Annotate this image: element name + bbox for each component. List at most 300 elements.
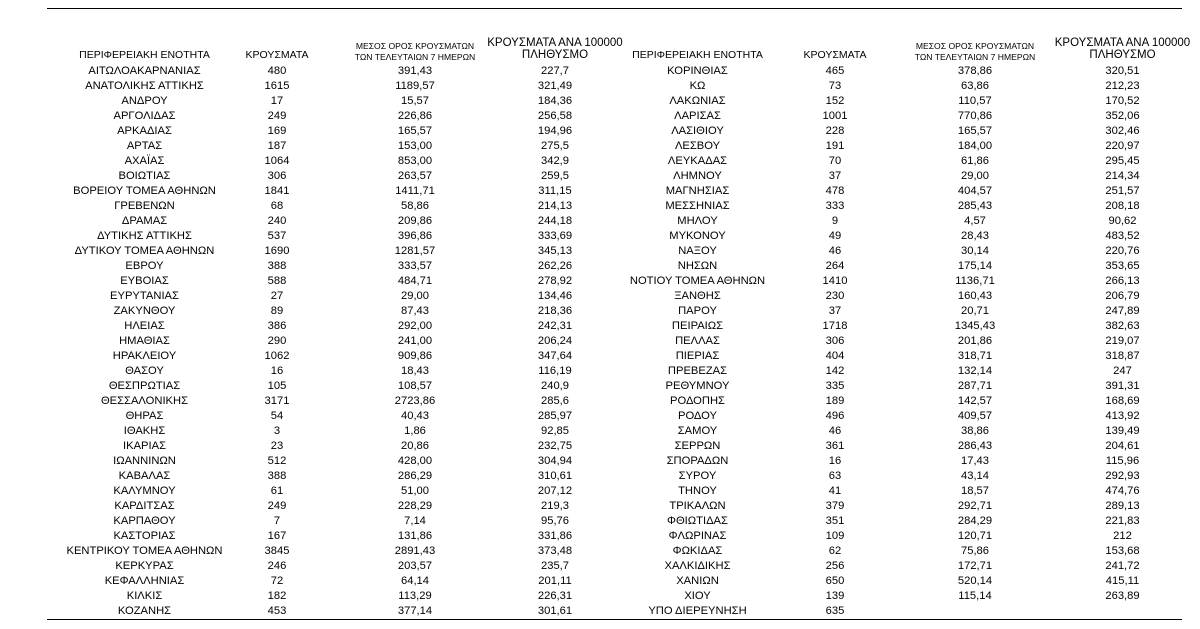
table-row — [0, 379, 1200, 394]
region-name: ΝΗΣΩΝ — [677, 260, 718, 272]
avg7-value: 1411,71 — [395, 185, 435, 197]
cases-value: 72 — [270, 575, 284, 587]
per100k-value: 342,9 — [541, 155, 569, 167]
per100k-value: 415,11 — [1105, 575, 1140, 587]
per100k-value: 333,69 — [537, 230, 573, 242]
cases-value: 68 — [270, 200, 284, 212]
per100k-value: 352,06 — [1105, 110, 1140, 122]
cases-value: 537 — [267, 230, 287, 242]
per100k-value: 92,85 — [541, 425, 569, 437]
cases-value: 1062 — [264, 350, 290, 362]
table-row — [0, 109, 1200, 124]
per100k-value: 347,64 — [537, 350, 573, 362]
region-name: ΝΑΞΟΥ — [678, 245, 717, 257]
avg7-value: 113,29 — [398, 590, 432, 602]
region-name: ΠΕΙΡΑΙΩΣ — [671, 320, 724, 332]
per100k-value: 483,52 — [1105, 230, 1140, 242]
cases-value: 388 — [267, 470, 287, 482]
region-name: ΜΥΚΟΝΟΥ — [669, 230, 726, 242]
per100k-value: 302,46 — [1105, 125, 1140, 137]
per100k-value: 219,3 — [541, 500, 569, 512]
table-row — [0, 199, 1200, 214]
avg7-value: 132,14 — [957, 365, 993, 377]
avg7-value: 63,86 — [961, 80, 989, 92]
avg7-value: 520,14 — [957, 575, 993, 587]
header-region-left: ΠΕΡΙΦΕΡΕΙΑΚΗ ΕΝΟΤΗΤΑ — [79, 49, 210, 61]
table-row — [0, 184, 1200, 199]
avg7-value: 184,00 — [957, 140, 993, 152]
cases-value: 361 — [825, 440, 845, 452]
cases-value: 189 — [825, 395, 845, 407]
region-name: ΛΕΥΚΑΔΑΣ — [667, 155, 728, 167]
per100k-value: 194,96 — [537, 125, 573, 137]
cases-value: 167 — [267, 530, 287, 542]
avg7-value: 1189,57 — [395, 80, 435, 92]
region-name: ΚΕΦΑΛΛΗΝΙΑΣ — [104, 575, 185, 587]
region-name: ΘΗΡΑΣ — [125, 410, 164, 422]
avg7-value: 87,43 — [401, 305, 429, 317]
per100k-value: 241,72 — [1105, 560, 1140, 572]
avg7-value: 115,14 — [958, 590, 992, 602]
header-per100k-line2: ΠΛΗΘΥΣΜΟ — [1089, 49, 1156, 61]
cases-value: 379 — [825, 500, 845, 512]
per100k-value: 214,13 — [537, 200, 573, 212]
region-name: ΤΡΙΚΑΛΩΝ — [669, 500, 726, 512]
per100k-value: 301,61 — [537, 605, 573, 617]
avg7-value: 396,86 — [397, 230, 433, 242]
table-row — [0, 364, 1200, 379]
region-name: ΑΡΤΑΣ — [126, 140, 163, 152]
region-name: ΗΡΑΚΛΕΙΟΥ — [112, 350, 177, 362]
cases-value: 187 — [267, 140, 287, 152]
per100k-value: 285,6 — [541, 395, 569, 407]
region-name: ΔΥΤΙΚΗΣ ΑΤΤΙΚΗΣ — [97, 230, 192, 242]
table-row — [0, 409, 1200, 424]
avg7-value: 43,14 — [961, 470, 989, 482]
avg7-value: 263,57 — [397, 170, 433, 182]
per100k-value: 212 — [1113, 530, 1132, 542]
cases-value: 588 — [267, 275, 287, 287]
cases-value: 49 — [828, 230, 842, 242]
avg7-value: 18,43 — [401, 365, 429, 377]
cases-value: 46 — [828, 245, 842, 257]
cases-value: 63 — [828, 470, 842, 482]
table-row — [0, 514, 1200, 529]
avg7-value: 285,43 — [957, 200, 993, 212]
per100k-value: 292,93 — [1105, 470, 1140, 482]
region-name: ΚΑΣΤΟΡΙΑΣ — [113, 530, 176, 542]
avg7-value: 38,86 — [961, 425, 989, 437]
cases-value: 386 — [267, 320, 287, 332]
cases-value: 7 — [273, 515, 281, 527]
cases-value: 1615 — [264, 80, 290, 92]
avg7-value: 1345,43 — [954, 320, 996, 332]
per100k-value: 170,52 — [1105, 95, 1140, 107]
per100k-value: 263,89 — [1105, 590, 1140, 602]
region-name: ΑΝΑΤΟΛΙΚΗΣ ΑΤΤΙΚΗΣ — [85, 80, 204, 92]
cases-value: 256 — [825, 560, 845, 572]
per100k-value: 311,15 — [538, 185, 572, 197]
avg7-value: 2891,43 — [394, 545, 436, 557]
cases-value: 62 — [828, 545, 842, 557]
cases-value: 333 — [825, 200, 845, 212]
cases-value: 465 — [825, 65, 845, 77]
per100k-value: 474,76 — [1105, 485, 1140, 497]
region-name: ΖΑΚΥΝΘΟΥ — [113, 305, 176, 317]
cases-value: 191 — [825, 140, 845, 152]
avg7-value: 40,43 — [401, 410, 429, 422]
region-name: ΛΑΚΩΝΙΑΣ — [669, 95, 726, 107]
avg7-value: 153,00 — [397, 140, 433, 152]
header-per100k-right — [1035, 37, 1200, 61]
avg7-value: 7,14 — [404, 515, 426, 527]
per100k-value: 240,9 — [541, 380, 569, 392]
avg7-value: 853,00 — [397, 155, 433, 167]
cases-value: 249 — [267, 110, 287, 122]
per100k-value: 285,97 — [537, 410, 573, 422]
region-name: ΠΕΛΛΑΣ — [675, 335, 720, 347]
cases-value: 306 — [267, 170, 287, 182]
region-name: ΤΗΝΟΥ — [678, 485, 717, 497]
table-row — [0, 79, 1200, 94]
avg7-value: 30,14 — [961, 245, 989, 257]
table-row — [0, 304, 1200, 319]
per100k-value: 247,89 — [1105, 305, 1140, 317]
cases-value: 182 — [267, 590, 287, 602]
region-name: ΛΑΡΙΣΑΣ — [674, 110, 721, 122]
table-row — [0, 229, 1200, 244]
region-name: ΔΥΤΙΚΟΥ ΤΟΜΕΑ ΑΘΗΝΩΝ — [74, 245, 215, 257]
region-name: ΙΩΑΝΝΙΝΩΝ — [113, 455, 176, 467]
region-name: ΘΑΣΟΥ — [125, 365, 164, 377]
avg7-value: 1,86 — [404, 425, 426, 437]
avg7-value: 284,29 — [957, 515, 993, 527]
cases-value: 3171 — [264, 395, 290, 407]
region-name: ΥΠΟ ΔΙΕΡΕΥΝΗΣΗ — [648, 605, 747, 617]
per100k-value: 295,45 — [1105, 155, 1140, 167]
per100k-value: 275,5 — [541, 140, 569, 152]
avg7-value: 142,57 — [957, 395, 993, 407]
per100k-value: 278,92 — [537, 275, 573, 287]
cases-value: 249 — [267, 500, 287, 512]
avg7-value: 165,57 — [957, 125, 993, 137]
table-row — [0, 559, 1200, 574]
avg7-value: 484,71 — [397, 275, 433, 287]
avg7-value: 175,14 — [957, 260, 993, 272]
cases-value: 17 — [270, 95, 284, 107]
avg7-value: 108,57 — [397, 380, 433, 392]
per100k-value: 227,7 — [541, 65, 569, 77]
header-per100k-line1: ΚΡΟΥΣΜΑΤΑ ΑΝΑ 100000 — [487, 37, 623, 49]
table-row — [0, 589, 1200, 604]
header-per100k-line2: ΠΛΗΘΥΣΜΟ — [521, 49, 589, 61]
cases-value: 61 — [270, 485, 284, 497]
per100k-value: 331,86 — [537, 530, 573, 542]
cases-value: 41 — [828, 485, 842, 497]
cases-value: 3 — [273, 425, 281, 437]
region-name: ΑΡΓΟΛΙΔΑΣ — [113, 110, 176, 122]
region-name: ΧΑΛΚΙΔΙΚΗΣ — [664, 560, 731, 572]
per100k-value: 413,92 — [1105, 410, 1140, 422]
top-rule — [47, 8, 1182, 9]
table-row — [0, 469, 1200, 484]
avg7-value: 287,71 — [957, 380, 993, 392]
region-name: ΘΕΣΠΡΩΤΙΑΣ — [108, 380, 181, 392]
region-name: ΣΑΜΟΥ — [677, 425, 718, 437]
table-row — [0, 439, 1200, 454]
cases-value: 152 — [825, 95, 845, 107]
cases-value: 139 — [825, 590, 845, 602]
cases-value: 73 — [828, 80, 842, 92]
cases-value: 1718 — [822, 320, 848, 332]
per100k-value: 116,19 — [538, 365, 572, 377]
cases-value: 89 — [270, 305, 284, 317]
table-row — [0, 604, 1200, 619]
region-name: ΑΝΔΡΟΥ — [121, 95, 168, 107]
cases-value: 351 — [825, 515, 845, 527]
per100k-value: 235,7 — [541, 560, 569, 572]
per100k-value: 214,34 — [1105, 170, 1140, 182]
header-avg7-line2: ΤΩΝ ΤΕΛΕΥΤΑΙΩΝ 7 ΗΜΕΡΩΝ — [914, 51, 1036, 62]
per100k-value: 134,46 — [537, 290, 573, 302]
avg7-value: 61,86 — [961, 155, 989, 167]
region-name: ΗΛΕΙΑΣ — [124, 320, 165, 332]
avg7-value: 28,43 — [961, 230, 989, 242]
per100k-value: 242,31 — [537, 320, 573, 332]
region-name: ΙΘΑΚΗΣ — [123, 425, 166, 437]
table-row — [0, 319, 1200, 334]
avg7-value: 770,86 — [957, 110, 993, 122]
table-row — [0, 334, 1200, 349]
per100k-value: 153,68 — [1105, 545, 1140, 557]
header-region-right: ΠΕΡΙΦΕΡΕΙΑΚΗ ΕΝΟΤΗΤΑ — [632, 49, 763, 61]
per100k-value: 220,97 — [1105, 140, 1140, 152]
avg7-value: 2723,86 — [394, 395, 436, 407]
per100k-value: 321,49 — [537, 80, 573, 92]
avg7-value: 409,57 — [957, 410, 993, 422]
region-name: ΚΑΡΔΙΤΣΑΣ — [114, 500, 175, 512]
region-name: ΛΑΣΙΘΙΟΥ — [671, 125, 724, 137]
region-name: ΑΡΚΑΔΙΑΣ — [117, 125, 172, 137]
cases-value: 478 — [825, 185, 845, 197]
avg7-value: 292,00 — [397, 320, 433, 332]
per100k-value: 310,61 — [537, 470, 573, 482]
avg7-value: 286,43 — [957, 440, 993, 452]
cases-value: 142 — [825, 365, 845, 377]
region-name: ΜΕΣΣΗΝΙΑΣ — [665, 200, 730, 212]
table-row — [0, 499, 1200, 514]
cases-value: 27 — [270, 290, 284, 302]
table-row — [0, 274, 1200, 289]
table-row — [0, 484, 1200, 499]
avg7-value: 172,71 — [957, 560, 993, 572]
avg7-value: 4,57 — [964, 215, 986, 227]
avg7-value: 64,14 — [401, 575, 429, 587]
per100k-value: 206,79 — [1105, 290, 1140, 302]
region-name: ΙΚΑΡΙΑΣ — [123, 440, 166, 452]
avg7-value: 29,00 — [401, 290, 429, 302]
cases-value: 635 — [825, 605, 845, 617]
cases-value: 246 — [267, 560, 287, 572]
per100k-value: 212,23 — [1105, 80, 1140, 92]
region-name: ΞΑΝΘΗΣ — [674, 290, 721, 302]
avg7-value: 241,00 — [397, 335, 433, 347]
header-cases-right: ΚΡΟΥΣΜΑΤΑ — [803, 49, 867, 61]
region-name: ΑΙΤΩΛΟΑΚΑΡΝΑΝΙΑΣ — [88, 65, 201, 77]
avg7-value: 58,86 — [401, 200, 429, 212]
region-name: ΑΧΑΪΑΣ — [124, 155, 165, 167]
avg7-value: 226,86 — [397, 110, 433, 122]
avg7-value: 110,57 — [958, 95, 992, 107]
cases-value: 290 — [267, 335, 287, 347]
per100k-value: 304,94 — [537, 455, 573, 467]
per100k-value: 207,12 — [537, 485, 573, 497]
per100k-value: 247 — [1113, 365, 1132, 377]
per100k-value: 168,69 — [1105, 395, 1140, 407]
cases-value: 650 — [825, 575, 845, 587]
table-row — [0, 544, 1200, 559]
region-name: ΘΕΣΣΑΛΟΝΙΚΗΣ — [100, 395, 189, 407]
header-avg7-line1: ΜΕΣΟΣ ΟΡΟΣ ΚΡΟΥΣΜΑΤΩΝ — [915, 41, 1035, 51]
region-name: ΓΡΕΒΕΝΩΝ — [114, 200, 175, 212]
per100k-value: 95,76 — [541, 515, 569, 527]
table-row — [0, 394, 1200, 409]
region-name: ΚΑΒΑΛΑΣ — [118, 470, 171, 482]
per100k-value: 318,87 — [1105, 350, 1140, 362]
per100k-value: 219,07 — [1105, 335, 1140, 347]
region-name: ΚΑΛΥΜΝΟΥ — [113, 485, 176, 497]
per100k-value: 90,62 — [1108, 215, 1137, 227]
cases-value: 335 — [825, 380, 845, 392]
region-name: ΛΕΣΒΟΥ — [674, 140, 721, 152]
per100k-value: 262,26 — [537, 260, 573, 272]
cases-value: 54 — [270, 410, 284, 422]
per100k-value: 244,18 — [537, 215, 573, 227]
cases-value: 23 — [270, 440, 284, 452]
region-name: ΡΕΘΥΜΝΟΥ — [665, 380, 730, 392]
cases-value: 105 — [267, 380, 287, 392]
per100k-value: 320,51 — [1105, 65, 1140, 77]
per100k-value: 251,57 — [1105, 185, 1140, 197]
region-name: ΦΛΩΡΙΝΑΣ — [668, 530, 727, 542]
region-name: ΛΗΜΝΟΥ — [673, 170, 722, 182]
per100k-value: 373,48 — [537, 545, 573, 557]
table-row — [0, 244, 1200, 259]
per100k-value: 232,75 — [537, 440, 573, 452]
table-row — [0, 169, 1200, 184]
per100k-value: 256,58 — [537, 110, 573, 122]
header-per100k-line1: ΚΡΟΥΣΜΑΤΑ ΑΝΑ 100000 — [1054, 37, 1191, 49]
region-name: ΚΕΡΚΥΡΑΣ — [115, 560, 174, 572]
region-name: ΚΟΡΙΝΘΙΑΣ — [667, 65, 728, 77]
per100k-value: 353,65 — [1105, 260, 1140, 272]
bottom-rule — [47, 619, 1182, 620]
region-name: ΒΟΙΩΤΙΑΣ — [118, 170, 171, 182]
region-name: ΦΘΙΩΤΙΔΑΣ — [667, 515, 728, 527]
region-name: ΡΟΔΟΥ — [678, 410, 717, 422]
avg7-value: 378,86 — [957, 65, 993, 77]
header-cases-left: ΚΡΟΥΣΜΑΤΑ — [245, 49, 309, 61]
table-row — [0, 94, 1200, 109]
avg7-value: 18,57 — [961, 485, 989, 497]
avg7-value: 203,57 — [397, 560, 433, 572]
avg7-value: 209,86 — [397, 215, 433, 227]
cases-value: 109 — [825, 530, 845, 542]
cases-value: 37 — [828, 170, 842, 182]
cases-value: 480 — [267, 65, 287, 77]
region-name: ΠΙΕΡΙΑΣ — [675, 350, 720, 362]
avg7-value: 165,57 — [397, 125, 433, 137]
header-avg7-right — [895, 41, 1055, 62]
per100k-value: 391,31 — [1105, 380, 1140, 392]
avg7-value: 428,00 — [397, 455, 433, 467]
cases-value: 512 — [267, 455, 287, 467]
region-name: ΡΟΔΟΠΗΣ — [670, 395, 725, 407]
table-row — [0, 529, 1200, 544]
table-row — [0, 214, 1200, 229]
cases-value: 169 — [267, 125, 287, 137]
table-row — [0, 124, 1200, 139]
table-row — [0, 454, 1200, 469]
region-name: ΜΑΓΝΗΣΙΑΣ — [665, 185, 730, 197]
per100k-value: 139,49 — [1105, 425, 1140, 437]
cases-value: 46 — [828, 425, 842, 437]
table-row — [0, 424, 1200, 439]
header-avg7-line1: ΜΕΣΟΣ ΟΡΟΣ ΚΡΟΥΣΜΑΤΩΝ — [355, 41, 475, 51]
cases-value: 3845 — [264, 545, 290, 557]
region-name: ΜΗΛΟΥ — [677, 215, 718, 227]
region-name: ΦΩΚΙΔΑΣ — [672, 545, 723, 557]
cases-value: 1064 — [264, 155, 290, 167]
cases-value: 70 — [828, 155, 842, 167]
table-row — [0, 154, 1200, 169]
per100k-value: 266,13 — [1105, 275, 1140, 287]
avg7-value: 201,86 — [957, 335, 993, 347]
cases-value: 240 — [267, 215, 287, 227]
avg7-value: 51,00 — [401, 485, 429, 497]
cases-value: 306 — [825, 335, 845, 347]
cases-value: 16 — [828, 455, 842, 467]
per100k-value: 382,63 — [1105, 320, 1140, 332]
per100k-value: 115,96 — [1105, 455, 1140, 467]
per100k-value: 204,61 — [1105, 440, 1140, 452]
cases-value: 264 — [825, 260, 845, 272]
avg7-value: 1281,57 — [394, 245, 436, 257]
per100k-value: 259,5 — [541, 170, 569, 182]
avg7-value: 160,43 — [957, 290, 993, 302]
avg7-value: 75,86 — [961, 545, 989, 557]
avg7-value: 286,29 — [397, 470, 433, 482]
per100k-value: 220,76 — [1105, 245, 1140, 257]
avg7-value: 17,43 — [961, 455, 989, 467]
table-row — [0, 574, 1200, 589]
region-name: ΧΙΟΥ — [684, 590, 711, 602]
avg7-value: 333,57 — [397, 260, 433, 272]
cases-value: 37 — [828, 305, 842, 317]
avg7-value: 15,57 — [401, 95, 429, 107]
per100k-value: 218,36 — [537, 305, 573, 317]
region-name: ΗΜΑΘΙΑΣ — [119, 335, 170, 347]
table-row — [0, 64, 1200, 79]
avg7-value: 292,71 — [957, 500, 993, 512]
per100k-value: 201,11 — [538, 575, 572, 587]
per100k-value: 221,83 — [1105, 515, 1140, 527]
cases-value: 1001 — [822, 110, 848, 122]
cases-value: 453 — [267, 605, 287, 617]
avg7-value: 120,71 — [957, 530, 993, 542]
region-name: ΣΠΟΡΑΔΩΝ — [666, 455, 729, 467]
header-avg7-line2: ΤΩΝ ΤΕΛΕΥΤΑΙΩΝ 7 ΗΜΕΡΩΝ — [354, 51, 476, 62]
